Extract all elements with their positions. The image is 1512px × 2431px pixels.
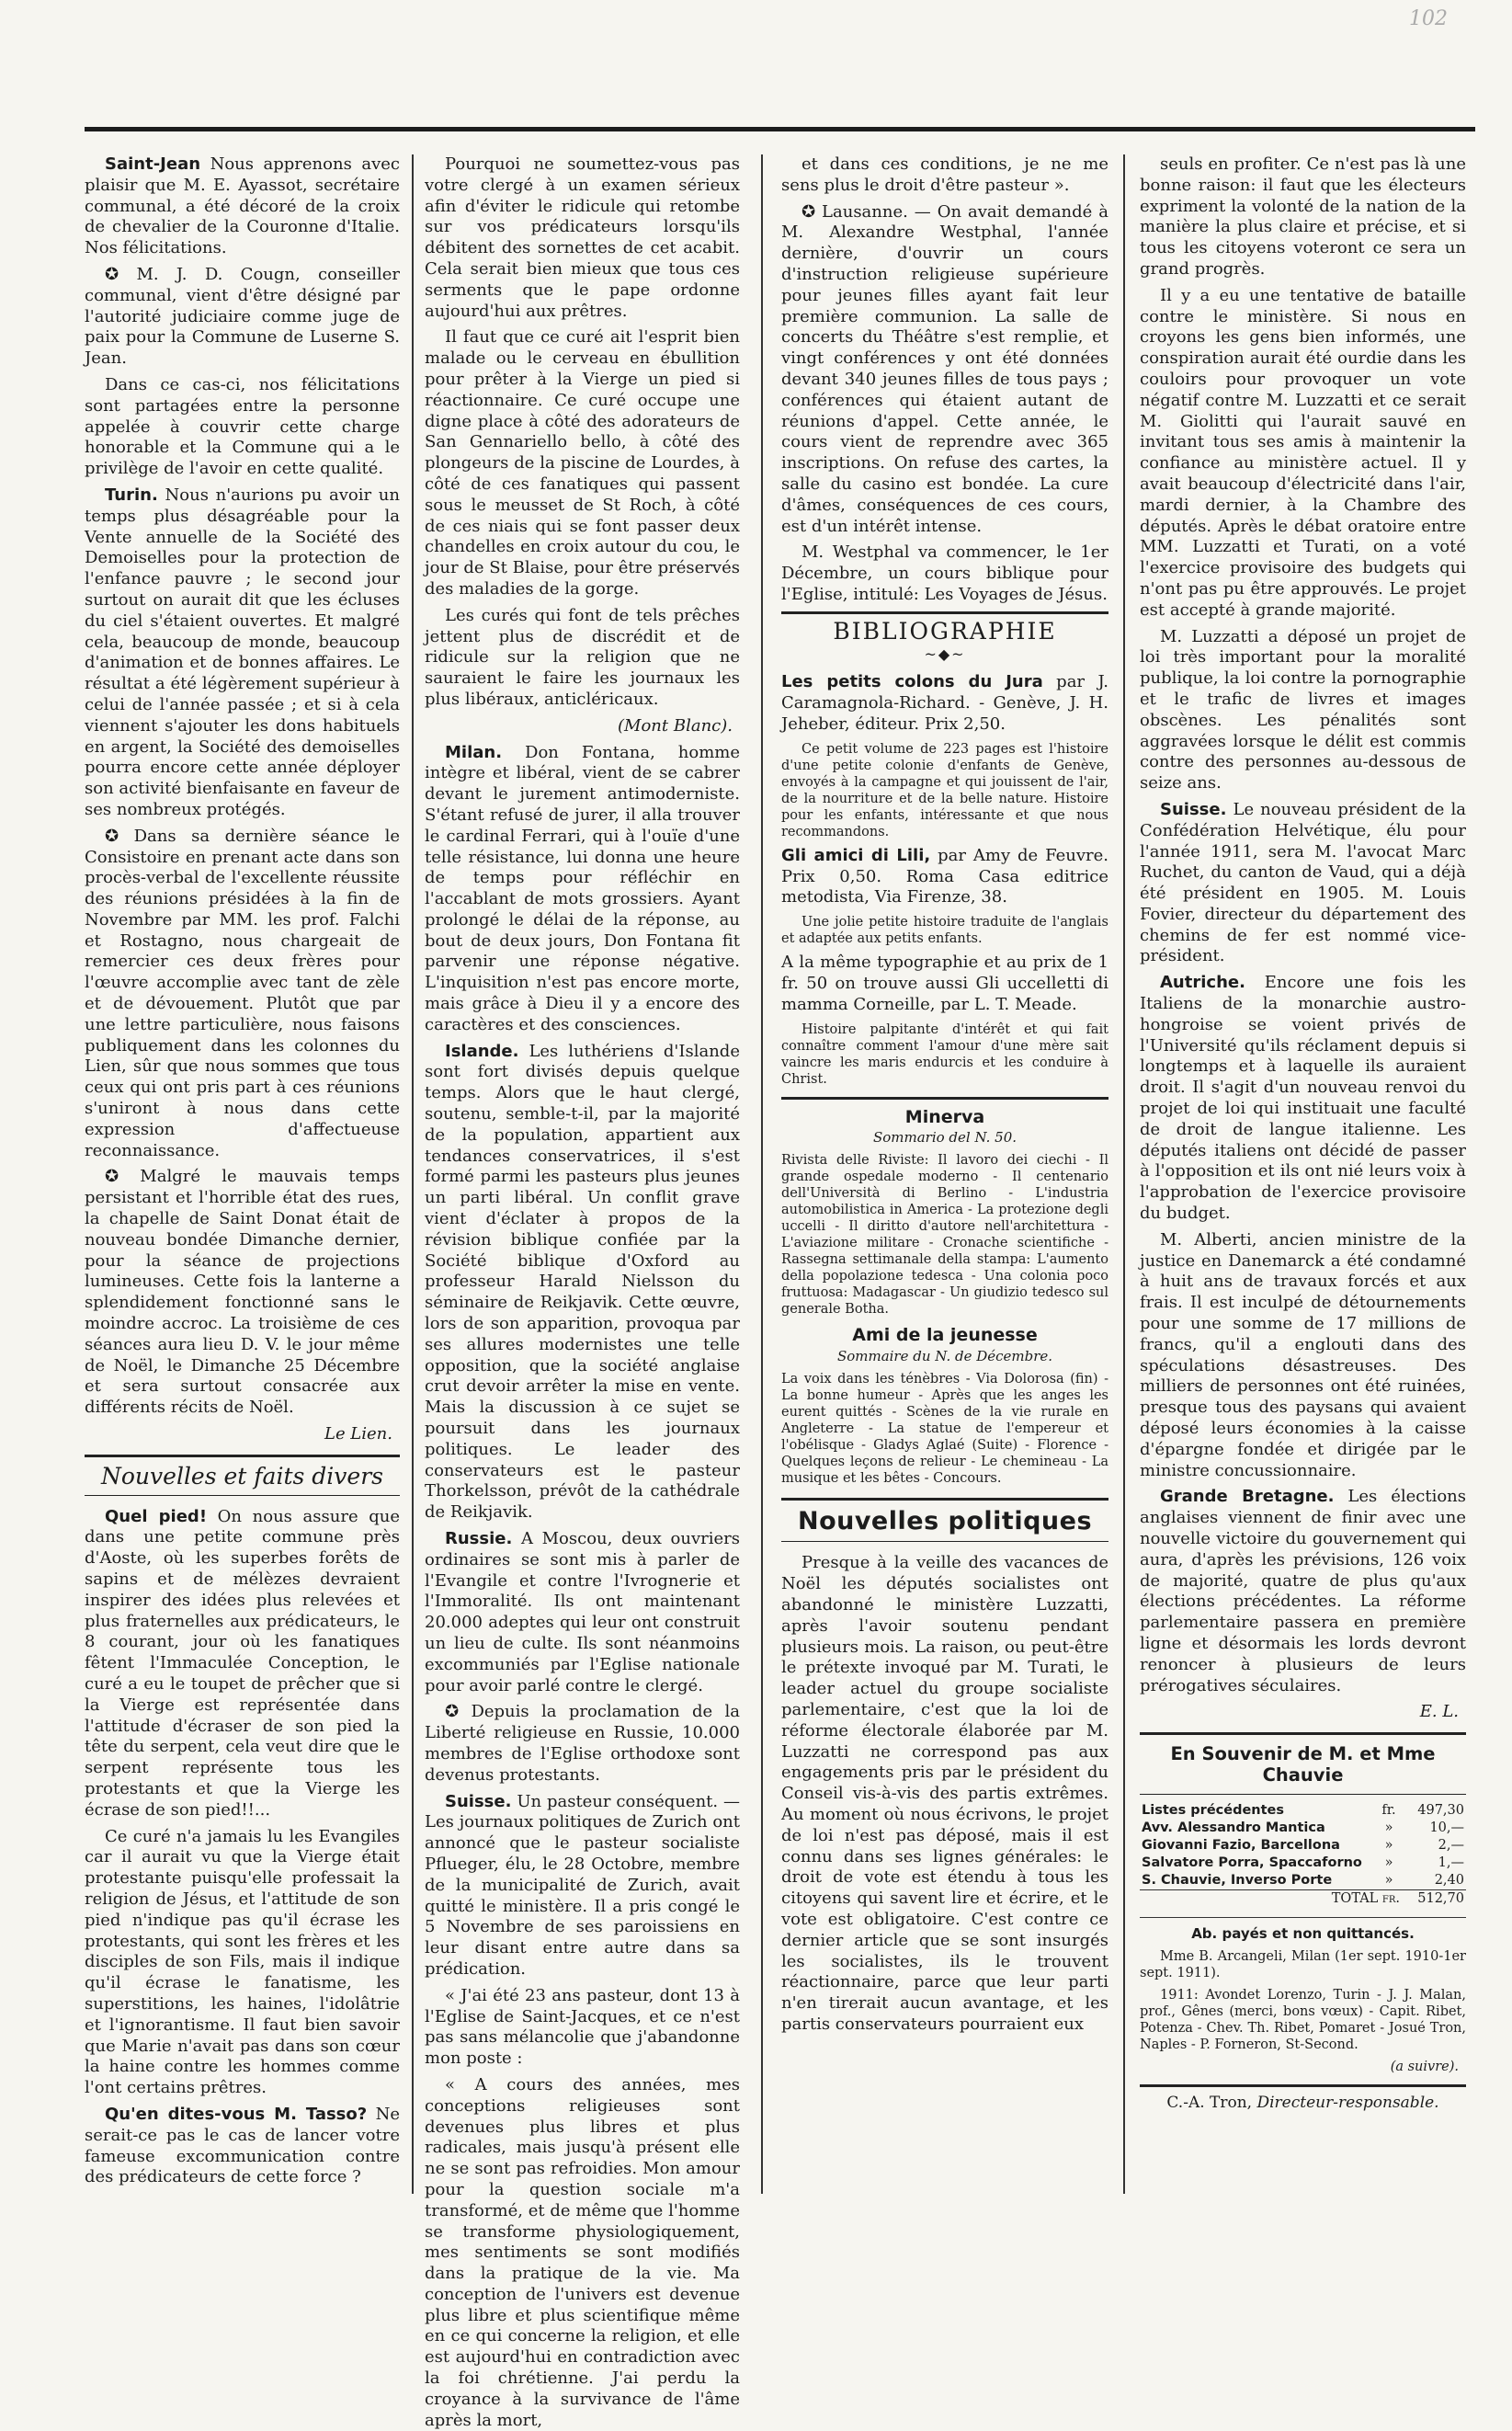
politiques-paragraph: Presque à la veille des vacances de Noël les députés socialistes ont abandonné le ministère Luzzatti, après l'avoir soutenu pendant plusieurs mois. La raison, ou peut-être le prétexte invoqué par M. Turati, le leader actuel du groupe socialiste parlementaire, c'est que la loi de réforme électorale élaborée par M. Luzzatti ne correspond pas aux engagements pris par le président du Conseil vis-à-vis des partis extrêmes. Au moment où nous écrivons, le projet de loi n'est pas déposé, mais il est connu dans ses lignes générales: le droit de vote est étendu à tous les citoyens qui savent lire et écrire, et le vote est obligatoire. C'est contre ce dernier article que se sont insurgés les socialistes, ils le trouvent réactionnaire, parce que leur parti n'en tirerait aucun avantage, et les partis conservateurs pourraient eux [781,1553,1108,2035]
article-text: Le nouveau président de la Confédération Helvétique, élu pour l'année 1911, sera M. l'avocat Marc Ruchet, du canton de Vaud, qui a déjà été président en 1905. M. Louis Fovier, directeur du département des chemins de fer est nommé vice-président. [1140,799,1466,966]
article-paragraph [425,1042,740,1524]
article-lead: Quel pied! [105,1506,208,1526]
book-description: Ce petit volume de 223 pages est l'histoire d'une petite colonie d'enfants de Genève, envoyés à la campagne et qui jouissent de l'air, de la nourriture et de la belle nature. Histoire pour les enfants, intéressante et que nous recommandons. [781,741,1108,839]
article-text: Dans sa dernière séance le Consistoire en prenant acte dans son procès-verbal de l'excellente réussite des réunions présidées à la fin de Novembre par MM. les prof. Falchi et Rostagno, nous chargeait de remercier ces deux frères pour l'œuvre accomplie avec tant de zèle et de dévouement. Plutôt que par une lettre particulière, nous faisons publiquement dans les colonnes du Lien, sûr que nous sommes que tous ceux qui ont pris part à ces réunions s'uniront à nous dans cette expression d'affectueuse reconnaissance. [85,826,400,1160]
article-paragraph [425,1529,740,1696]
politiques-heading: Nouvelles politiques [781,1498,1108,1543]
article-signature: (Mont Blanc). [618,715,733,736]
total-label: TOTAL fr. [1140,1889,1402,1908]
article-lead: ✪ [445,1702,460,1722]
donor-ph: » [1384,1872,1393,1888]
article-lead: Saint-Jean [105,154,201,174]
article-text: Nous apprenons avec plaisir que M. E. Ayassot, secrétaire communal, a été décoré de la croix de chevalier de la Couronne d'Italie. Nos félicitations. [85,154,400,258]
column-rule [1123,154,1125,2194]
article-lead: Islande. [445,1041,519,1061]
article-paragraph [425,743,740,1036]
top-rule [85,127,1475,131]
suivre-note: (a suivre). [1390,2059,1459,2074]
article-text: Ne serait-ce pas le cas de lancer votre fameuse excommunication contre des prédicateurs de cette force ? [85,2104,400,2187]
donor-name: Avv. Alessandro Mantica [1142,1820,1325,1835]
donor-amt: 10,— [1429,1820,1464,1835]
column-4 [1140,154,1466,2214]
article-paragraph [425,1792,740,1980]
book-meta: par J. Caramagnola-Richard. - Genève, J. H. Jeheber, éditeur. Prix 2,50. [781,672,1108,734]
article-text: seuls en profiter. Ce n'est pas là une bonne raison: il faut que les électeurs expriment la volonté de la nation de la manière la plus claire et précise, et si tous les citoyens voteront ce sera un grand progrès. [1140,154,1466,279]
article-lead: Qu'en dites-vous M. Tasso? [105,2104,368,2124]
book-meta: A la même typographie et au prix de 1 fr. 50 on trouve aussi Gli uccelletti di mamma Corneille, par L. T. Meade. [781,953,1108,1014]
article-paragraph [425,2075,740,2431]
donor-row [1140,1837,1466,1855]
minerva-title: Minerva [904,1106,985,1127]
article-text: M. Westphal va commencer, le 1er Décembre, un cours biblique pour l'Eglise, intitulé: Les Voyages de Jésus. [781,542,1108,604]
donor-amt: 2,40 [1434,1872,1464,1888]
article-lead: Suisse. [1160,799,1227,819]
minerva-summary: Rivista delle Riviste: Il lavoro dei ciechi - Il grande ospedale moderno - Il centenario dell'Università di Berlino - L'industria automobilistica in America - La protezione degli uccelli - Il diritto d'autore nell'architettura - L'aviazione militare - Cronache scientifiche - Rassegna settimanale della stampa: L'aumento della popolazione tedesca - Una colonia poco fruttuosa: Madagascar - Un giudizio tedesco sul generale Botha. [781,1153,1108,1318]
book-entry [781,672,1108,735]
article-paragraph [1140,973,1466,1225]
article-lead: Autriche. [1160,973,1245,993]
article-text: Encore une fois les Italiens de la monarchie austro-hongroise se voient privés de l'Université qu'ils réclament depuis si longtemps et à laquelle ils auraient droit. Il s'agit d'un nouveau renvoi du projet de loi qui instituait une faculté de droit de langue italienne. Les députés italiens ont décidé de passer à l'opposition et ils ont nié leurs voix à l'approbation de l'exercice provisoire du budget. [1140,973,1466,1224]
ami-title: Ami de la jeunesse [852,1325,1038,1346]
article-text: Il faut que ce curé ait l'esprit bien malade ou le cerveau en ébullition pour prêter à la Vierge un pied si réactionnaire. Ce curé occupe une digne place à côté des adorateurs de San Gennariello bello, à côté des plongeurs de la piscine de Lourdes, à côté de ces fanatiques qui passent sous le meusset de St Roch, à côté de ces niais qui se font passer deux chandelles en croix autour du cou, le jour de St Blaise, pour être préservés des maladies de la gorge. [425,327,740,599]
article-text: et dans ces conditions, je ne me sens plus le droit d'être pasteur ». [781,154,1108,195]
donor-name: Giovanni Fazio, Barcellona [1142,1837,1340,1853]
article-paragraph [1140,627,1466,794]
article-paragraph [85,2105,400,2188]
article-text: Lausanne. — On avait demandé à M. Alexandre Westphal, l'année dernière, d'ouvrir un cours d'instruction religieuse supérieure pour jeunes filles ayant fait leur première communion. La salle de concerts du Théâtre s'est remplie, et vingt conférences y ont été données devant 340 jeunes filles de tous pays ; conférences qui étaient autant de réunions d'appel. Cette année, le cours vient de reprendre avec 365 inscriptions. On refuse des cartes, la salle du casino est bondée. La cure d'âmes, conséquences de ces cours, est d'un intérêt intense. [781,201,1108,536]
book-entry [781,846,1108,908]
book-title: Gli amici di Lili, [781,845,931,865]
donor-amt: 1,— [1438,1855,1464,1870]
article-lead: ✪ [105,826,119,846]
article-text: Malgré le mauvais temps persistant et l'horrible état des rues, la chapelle de Saint Donat était de nouveau bondée Dimanche dernier, pour la séance de projections lumineuses. Cette fois la lanterne a splendidement fonctionné sans le moindre accroc. La troisième de ces séances aura lieu D. V. le jour même de Noël, le Dimanche 25 Décembre et sera surtout consacrée aux différents récits de Noël. [85,1167,400,1418]
article-signature: Le Lien. [324,1424,392,1444]
donor-name: Listes précédentes [1142,1802,1285,1818]
article-paragraph [85,1507,400,1821]
article-text: Les curés qui font de tels prêches jettent plus de discrédit et de ridicule sur la religion que ne sauraient le faire les journaux les plus libéraux, anticléricaux. [425,605,740,709]
column-3-articles [781,154,1108,606]
article-paragraph [781,154,1108,197]
ami-subtitle: Sommaire du N. de Décembre. [836,1347,1053,1364]
article-text: Dans ce cas-ci, nos félicitations sont partagées entre la personne appelée à couvrir cette charge honorable et la Commune qui a le privilège de l'avoir en cette qualité. [85,374,400,479]
article-lead: ✪ [801,201,816,222]
article-text: Pourquoi ne soumettez-vous pas votre clergé à un examen sérieux afin d'éviter le ridicule qui retombe sur vos prédicateurs lorsqu'ils débitent des sornettes de cet acabit. Cela serait bien mieux que tous ces serments que le pape ordonne aujourd'hui aux prêtres. [425,154,740,321]
article-text: Depuis la proclamation de la Liberté religieuse en Russie, 10.000 membres de l'Eglise orthodoxe sont devenus protestants. [425,1702,740,1785]
article-paragraph [425,327,740,599]
book-description: Histoire palpitante d'intérêt et qui fait connaître comment l'amour d'une mère sait vaincre les maris endurcis et les conduire à Christ. [781,1021,1108,1087]
article-paragraph [425,1986,740,2070]
donor-row [1140,1855,1466,1872]
article-lead: Grande Bretagne. [1160,1487,1335,1507]
director-signature [1140,2084,1466,2114]
donor-total-row [1140,1889,1466,1908]
article-paragraph [781,202,1108,538]
article-text: On nous assure que dans une petite commune près d'Aoste, où les superbes forêts de sapins et de mélèzes devraient inspirer des idées plus relevées et plus fraternelles aux prédicateurs, le 8 courant, jour où les fanatiques fêtent l'Immaculée Conception, le curé a eu le toupet de prêcher que si la Vierge est représentée dans l'attitude d'écraser de son pied la tête du serpent, cela veut dire que le serpent représente tous les protestants et que la Vierge les écrase de son pied!!... [85,1506,400,1820]
ornament: ~◆~ [924,645,966,663]
donor-row [1140,1820,1466,1837]
article-text: M. J. D. Cougn, conseiller communal, vient d'être désigné par l'autorité judiciaire comme juge de paix pour la Commune de Luserne S. Jean. [85,264,400,369]
article-lead: ✪ [105,1167,119,1187]
donor-ph: » [1384,1855,1393,1870]
article-paragraph [425,606,740,711]
article-paragraph [1140,1487,1466,1696]
donor-name: S. Chauvie, Inverso Porte [1142,1872,1333,1888]
article-text: Ce curé n'a jamais lu les Evangiles car il aurait vu que la Vierge était protestante puisqu'elle professait la religion de Jésus, et l'attitude de son pied n'indique pas qu'il écrase les protestants, qui sont les frères et les disciples de son Fils, mais il indique qu'il écrase le fanatisme, les superstitions, les haines, l'idolâtrie et l'ignorantisme. Il faut bien savoir que Marie n'avait pas dans son cœur la haine contre les hommes comme l'ont certains prêtres. [85,1826,400,2098]
article-text: M. Alberti, ancien ministre de la justice en Danemarck a été condamné à huit ans de travaux forcés et aux frais. Il est inculpé de détournements pour une somme de 17 millions de francs, qu'il a englouti dans des spéculations désastreuses. Des milliers de personnes ont été ruinées, presque tous des paysans qui avaient déposé leurs économies à la caisse d'épargne fondée et dirigée par le ministre concussionnaire. [1140,1229,1466,1480]
donor-ph: » [1384,1820,1393,1835]
article-signature: E. L. [1419,1702,1459,1722]
article-paragraph [85,827,400,1162]
donor-amt: 2,— [1438,1837,1464,1853]
director-role: Directeur-responsable. [1256,2093,1439,2112]
donor-ph: » [1384,1837,1393,1853]
article-lead: Milan. [445,742,503,762]
donor-name: Salvatore Porra, Spaccaforno [1142,1855,1362,1870]
ami-summary: La voix dans les ténèbres - Via Dolorosa (fin) - La bonne humeur - Après que les anges les eurent quittés - Scènes de la vie rurale en Angleterre - La statue de l'empereur et l'obélisque - Gladys Aglaé (Suite) - Florence - Quelques leçons de relieur - Le chemineau - La musique et les bêtes - Concours. [781,1371,1108,1486]
director-name: C.-A. Tron, [1166,2093,1253,2112]
book-title: Les petits colons du Jura [781,672,1043,692]
column-2 [425,154,740,2430]
article-paragraph [85,375,400,480]
article-lead: Russie. [445,1529,513,1548]
total-amount: 512,70 [1402,1889,1466,1908]
page-number: 102 [1409,7,1448,30]
article-text: « A cours des années, mes conceptions religieuses sont devenues plus libres et plus radicales, mais jusqu'à présent elle ne se sont pas refroidies. Mon amour pour la question sociale m'a transformé, et de même que l'homme se transforme physiologiquement, mes sentiments se sont modifiés dans la pratique de la vie. Ma conception de l'univers est devenue plus libre et plus scientifique même en ce qui concerne la religion, et elle est aujourd'hui en contradiction avec la foi chrétienne. J'ai perdu la croyance à la survivance de l'âme après la mort, [425,2074,740,2430]
article-text: Les élections anglaises viennent de finir avec une nouvelle victoire du gouvernement qui aura, d'après les prévisions, 126 voix de majorité, quatre de plus qu'aux élections précédentes. La réforme parlementaire passera en première ligne et désormais les lords devront renoncer à plusieurs de leurs prérogatives séculaires. [1140,1487,1466,1695]
abonnement-entry: 1911: Avondet Lorenzo, Turin - J. J. Malan, prof., Gênes (merci, bons vœux) - Capit. Ribet, Potenza - Chev. Th. Ribet, Pomaret - Josué Tron, Naples - P. Forneron, St-Second. [1140,1987,1466,2052]
article-paragraph [425,154,740,322]
bibliographie-heading: BIBLIOGRAPHIE [781,611,1108,643]
article-paragraph [781,542,1108,605]
article-paragraph [85,1167,400,1419]
divider [781,1097,1108,1100]
column-3 [781,154,1108,2214]
article-text: « J'ai été 23 ans pasteur, dont 13 à l'Eglise de Saint-Jacques, et ce n'est pas sans mélancolie que j'abandonne mon poste : [425,1985,740,2069]
article-text: Il y a eu une tentative de bataille contre le ministère. Si nous en croyons les gens bien informés, une conspiration aurait été ourdie dans les couloirs pour provoquer un vote négatif contre M. Luzzatti et ce serait M. Giolitti qui l'aurait sauvé en invitant tous ses amis à maintenir la confiance au ministère actuel. Il y avait beaucoup d'électricité dans l'air, mardi dernier, à la Chambre des députés. Après le débat oratoire entre MM. Luzzatti et Turati, on a voté l'exercice provisoire des budgets qui n'ont pas pu être approuvés. Le projet est accepté à grande majorité. [1140,285,1466,620]
column-rule [412,154,414,2194]
article-text: M. Luzzatti a déposé un projet de loi très important pour la moralité publique, la loi contre la pornographie et le trafic de livres et images obscènes. Les pénalités sont aggravées lorsque le délit est commis contre des personnes au-dessous de seize ans. [1140,626,1466,793]
article-text: Don Fontana, homme intègre et libéral, vient de se cabrer devant le jurement antimoderniste. S'étant refusé de jurer, il alla trouver le cardinal Ferrari, qui à l'ouïe d'une telle résistance, lui donna une heure de temps pour réfléchir en l'accablant de mots grossiers. Ayant prolongé le délai de la réponse, au bout de deux jours, Don Fontana fit parvenir une réponse négative. L'inquisition n'est pas encore morte, mais grâce à Dieu il y a encore des caractères et des consciences. [425,742,740,1034]
article-paragraph [425,1702,740,1786]
article-paragraph [85,1827,400,2099]
book-entry [781,953,1108,1015]
section-heading: Nouvelles et faits divers [85,1455,400,1496]
article-text: A Moscou, deux ouvriers ordinaires se sont mis à parler de l'Evangile et contre l'Ivrognerie et l'Immoralité. Ils ont maintenant 20.000 adeptes qui leur ont construit un lieu de culte. Ils sont néanmoins excommuniés par l'Eglise nationale pour avoir parlé contre le clergé. [425,1529,740,1695]
book-meta: par Amy de Feuvre. Prix 0,50. Roma Casa editrice metodista, Via Firenze, 38. [781,845,1108,907]
donor-amt: 497,30 [1417,1802,1464,1818]
article-lead: Turin. [105,485,158,505]
article-text: Les luthériens d'Islande sont fort divisés depuis quelque temps. Alors que le haut clergé, soutenu, semble-t-il, par la majorité de la population, appartient aux tendances conservatrices, il s'est formé parmi les pasteurs plus jeunes un parti libéral. Un conflit grave vient d'éclater à propos de la révision biblique confiée par la Société biblique d'Oxford au professeur Harald Nielsson du séminaire de Reikjavik. Cette œuvre, lors de son apparition, provoqua par ses allures modernistes une telle opposition, que la société anglaise crut devoir arrêter la mise en vente. Mais la discussion à ce sujet se poursuit dans les journaux politiques. Le leader des conservateurs est le pasteur Thorkelsson, prévôt de la cathédrale de Reikjavik. [425,1041,740,1523]
article-paragraph [85,485,400,821]
book-description: Une jolie petite histoire traduite de l'anglais et adaptée aux petits enfants. [781,915,1108,947]
column-1 [85,154,400,2214]
donor-table [1140,1802,1466,1908]
article-text: Nous n'aurions pu avoir un temps plus désagréable pour la Vente annuelle de la Société des Demoiselles pour la protection de l'enfance pauvre ; le second jour surtout on aurait dit que les écluses du ciel s'étaient ouvertes. Et malgré cela, beaucoup de monde, beaucoup d'animation et de bonnes affaires. Le résultat a été légèrement supérieur à celui de l'année passée ; et si à cela viennent s'ajouter les dons habituels en argent, la Société des demoiselles pourra encore cette année déployer son activité bienfaisante en faveur de ses nombreux protégés. [85,485,400,819]
book-list [781,672,1108,1087]
donor-row [1140,1872,1466,1890]
article-paragraph [85,154,400,259]
article-paragraph [1140,154,1466,280]
donor-ph: fr. [1381,1802,1396,1818]
article-text: Un pasteur conséquent. — Les journaux politiques de Zurich ont annoncé que le pasteur socialiste Pflueger, élu, le 28 Octobre, membre de la municipalité de Zurich, avait quitté le ministère. Il a pris congé le 5 Novembre de ses paroissiens en leur disant entre autre dans sa prédication. [425,1791,740,1979]
abonnement-entry: Mme B. Arcangeli, Milan (1er sept. 1910-1er sept. 1911). [1140,1948,1466,1980]
column-4-articles [1140,154,1466,1723]
minerva-subtitle: Sommario del N. 50. [872,1129,1017,1147]
column-rule [761,154,763,2194]
article-paragraph [85,265,400,370]
souvenir-heading: En Souvenir de M. et Mme Chauvie [1140,1732,1466,1795]
abonnements-heading: Ab. payés et non quittancés. [1140,1917,1466,1945]
article-lead: Suisse. [445,1791,512,1811]
article-paragraph [1140,800,1466,967]
donor-row [1140,1802,1466,1820]
article-lead: ✪ [105,264,119,284]
article-paragraph [1140,1230,1466,1482]
article-paragraph [1140,286,1466,622]
